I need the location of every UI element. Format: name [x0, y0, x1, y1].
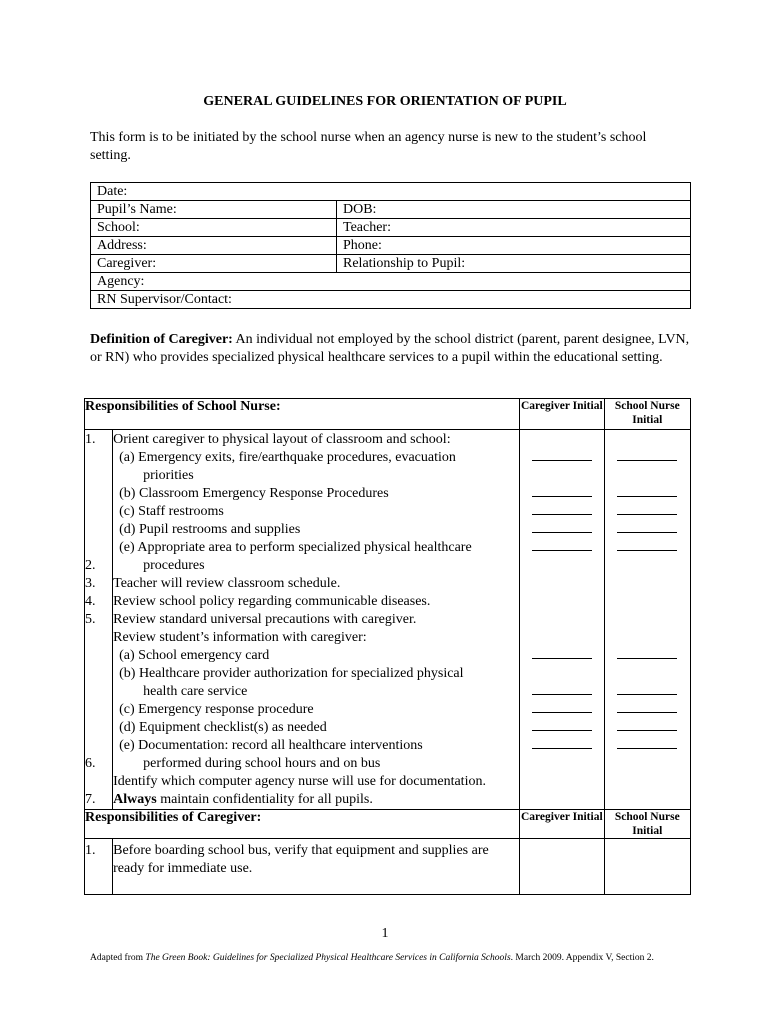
- caregiver-initial-blank[interactable]: [532, 520, 592, 533]
- school-field[interactable]: School:: [91, 219, 337, 237]
- caregiver-initial-blank[interactable]: [532, 502, 592, 515]
- item-5b-cont: health care service: [143, 684, 248, 699]
- item-1e: (e) Appropriate area to perform specialized physical healthcare: [119, 540, 472, 555]
- item-5d: (d) Equipment checklist(s) as needed: [119, 720, 327, 735]
- footer-book-title: The Green Book: Guidelines for Specialized Physical Healthcare Services in California Schools: [145, 953, 511, 963]
- item-4-text: Review standard universal precautions with caregiver.: [113, 612, 417, 627]
- address-field[interactable]: Address:: [91, 237, 337, 255]
- page-number: 1: [381, 926, 389, 941]
- pupil-name-field[interactable]: Pupil’s Name:: [91, 201, 337, 219]
- phone-field[interactable]: Phone:: [337, 237, 691, 255]
- caregiver-section-heading: Responsibilities of Caregiver:: [85, 810, 520, 839]
- caregiver-initial-blank[interactable]: [532, 700, 592, 713]
- nurse-initial-blank[interactable]: [617, 502, 677, 515]
- item-5a: (a) School emergency card: [119, 648, 270, 663]
- nurse-initial-column: [604, 430, 690, 810]
- item-1e-cont: procedures: [143, 558, 205, 573]
- caregiver-item-nurse-initial[interactable]: [604, 839, 690, 895]
- caregiver-initial-blank[interactable]: [532, 736, 592, 749]
- caregiver-item-text: Before boarding school bus, verify that equipment and supplies are ready for immediate use.: [113, 839, 520, 895]
- item-5e: (e) Documentation: record all healthcare interventions: [119, 738, 423, 753]
- item-1d: (d) Pupil restrooms and supplies: [119, 522, 301, 537]
- nurse-initial-header: School Nurse Initial: [604, 399, 690, 430]
- nurse-initial-blank[interactable]: [617, 448, 677, 461]
- caregiver-initial-blank[interactable]: [532, 718, 592, 731]
- item-1-text: Orient caregiver to physical layout of classroom and school:: [113, 432, 451, 447]
- teacher-field[interactable]: Teacher:: [337, 219, 691, 237]
- date-field[interactable]: Date:: [91, 183, 691, 201]
- nurse-initial-blank[interactable]: [617, 700, 677, 713]
- caregiver-field[interactable]: Caregiver:: [91, 255, 337, 273]
- item-1a: (a) Emergency exits, fire/earthquake procedures, evacuation: [119, 450, 456, 465]
- item-1c: (c) Staff restrooms: [119, 504, 224, 519]
- nurse-initial-blank[interactable]: [617, 718, 677, 731]
- definition-text: An individual not employed by the school district (parent, parent designee, LVN, or RN) who provides specialized physical healthcare services to a pupil within the educational setting.: [90, 332, 690, 365]
- nurse-items-list: [113, 430, 520, 810]
- definition-label: Definition of Caregiver:: [90, 332, 233, 347]
- item-5-text: Review student’s information with caregiver:: [113, 630, 367, 645]
- item-2-text: Teacher will review classroom schedule.: [113, 576, 341, 591]
- caregiver-initial-blank[interactable]: [532, 646, 592, 659]
- item-1b: (b) Classroom Emergency Response Procedures: [119, 486, 389, 501]
- nurse-initial-blank[interactable]: [617, 682, 677, 695]
- caregiver-initial-blank[interactable]: [532, 448, 592, 461]
- pupil-info-table: [90, 182, 691, 309]
- nurse-initial-blank[interactable]: [617, 520, 677, 533]
- item-7-bold: Always: [113, 792, 157, 807]
- nurse-initial-blank[interactable]: [617, 646, 677, 659]
- nurse-initial-header-2: School Nurse Initial: [604, 810, 690, 839]
- caregiver-initial-blank[interactable]: [532, 682, 592, 695]
- item-5e-cont: performed during school hours and on bus: [143, 756, 381, 771]
- item-6-text: Identify which computer agency nurse will use for documentation.: [113, 774, 486, 789]
- caregiver-definition: [90, 331, 690, 367]
- caregiver-initial-header-2: Caregiver Initial: [520, 810, 604, 839]
- item-5b: (b) Healthcare provider authorization for specialized physical: [119, 666, 464, 681]
- page-title: GENERAL GUIDELINES FOR ORIENTATION OF PUPIL: [203, 94, 567, 109]
- dob-field[interactable]: DOB:: [337, 201, 691, 219]
- item-number: 1. 2. 3. 4. 5. 6. 7.: [85, 430, 113, 810]
- relationship-field[interactable]: Relationship to Pupil:: [337, 255, 691, 273]
- caregiver-initial-blank[interactable]: [532, 538, 592, 551]
- agency-field[interactable]: Agency:: [91, 273, 691, 291]
- footer-citation: Adapted from The Green Book: Guidelines for Specialized Physical Healthcare Services in California Schools. March 2009. Appendix V, Section 2.: [90, 953, 654, 963]
- nurse-initial-blank[interactable]: [617, 736, 677, 749]
- rn-supervisor-field[interactable]: RN Supervisor/Contact:: [91, 291, 691, 309]
- item-3-text: Review school policy regarding communicable diseases.: [113, 594, 431, 609]
- item-1a-cont: priorities: [143, 468, 194, 483]
- item-7-text: maintain confidentiality for all pupils.: [156, 792, 373, 807]
- nurse-initial-blank[interactable]: [617, 484, 677, 497]
- item-5c: (c) Emergency response procedure: [119, 702, 314, 717]
- responsibilities-table: [84, 398, 691, 895]
- caregiver-item-number: 1.: [85, 839, 113, 895]
- intro-text: This form is to be initiated by the school nurse when an agency nurse is new to the student’s school setting.: [90, 130, 647, 163]
- caregiver-item-caregiver-initial[interactable]: [520, 839, 604, 895]
- caregiver-initial-blank[interactable]: [532, 484, 592, 497]
- caregiver-initial-header: Caregiver Initial: [520, 399, 604, 430]
- nurse-initial-blank[interactable]: [617, 538, 677, 551]
- caregiver-initial-column: [520, 430, 604, 810]
- nurse-section-heading: Responsibilities of School Nurse:: [85, 399, 520, 430]
